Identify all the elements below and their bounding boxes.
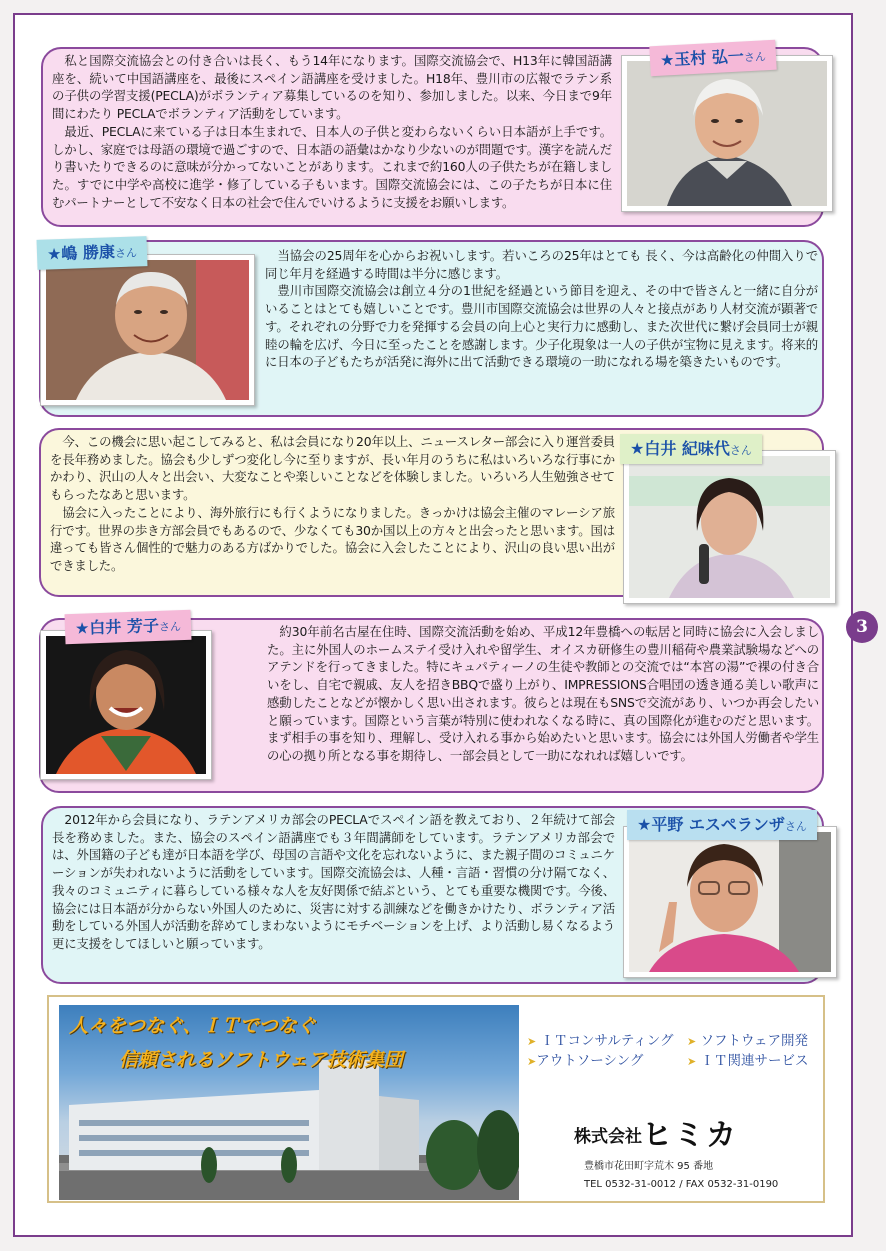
service-item: ➤ ソフトウェア開発 <box>687 1033 808 1049</box>
honorific: さん <box>158 620 182 634</box>
paragraph: 2012年から会員になり、ラテンアメリカ部会のPECLAでスペイン語を教えており、２年続けて部会長を務めました。また、協会のスペイン語講座でも３年間講師をしています。ラテンアメリカ部会では、外国籍の子ども達が日本語を学び、母国の言語や文化を忘れないように、また親子間のコミュニケーションが失われないように活動をしています。国際交流協会は、人種・言語・習慣の分け隔てなく、我々のコミュニティに暮らしている様々な人を友好関係で結ぶという、とても重要な機関です。今後、協会には日本語が分からない外国人のために、災害に対する訓練などを働きかけたり、ボランティア活動をしている外国人が活動を辞めてしまわないようにモチベーションを上げ、より活動し易くなるよう更に支援をしてほしいと願っています。 <box>52 812 615 951</box>
arrow-icon: ➤ <box>527 1055 537 1068</box>
service-item: ➤アウトソーシング <box>527 1053 644 1069</box>
paragraph: 豊川市国際交流協会は創立４分の1世紀を経過という節目を迎え、その中で皆さんと一緒に自分がいることはとても嬉しいことです。豊川市国際交流協会は世界の人々と接点があり人材交流が顕著です。それぞれの分野で力を発揮する会員の向上心と実行力に感動し、また次世代に繋げ会員同士が親睦の輪を広げ、今日に至ったことを感謝します。少子化現象は一人の子供が宝物に見えます。将来的に日本の子どもたちが活発に海外に出て活動できる環境の一助になれる場を築きたいものです。 <box>265 283 818 370</box>
service-item: ➤ ＩＴコンサルティング <box>527 1033 674 1049</box>
honorific: さん <box>114 246 138 261</box>
company-address: 豊橋市花田町字荒木 95 番地 <box>584 1161 714 1172</box>
profile-text-shima <box>265 247 818 371</box>
person-illustration <box>46 260 249 400</box>
name-tag-shirai-kimiyo <box>620 434 762 464</box>
portrait-photo-shirai-kimiyo <box>623 450 836 604</box>
person-name: ★平野 エスペランザ <box>637 815 785 834</box>
name-tag-hirano <box>627 810 817 840</box>
portrait-photo-tamamura <box>621 55 833 212</box>
paragraph: 当協会の25周年を心からお祝いします。若いころの25年はとても 長く、今は高齢化の仲間入りで同じ年月を経過する時間は半分に感じます。 <box>265 248 818 281</box>
profile-text-hirano <box>52 811 615 953</box>
profile-text-shirai-yoshiko <box>267 623 819 765</box>
slogan-line-2: 信頼されるソフトウェア技術集団 <box>119 1049 403 1071</box>
arrow-icon: ➤ <box>527 1035 537 1048</box>
company-phone: TEL 0532-31-0012 / FAX 0532-31-0190 <box>584 1179 779 1190</box>
profile-text-tamamura <box>52 52 612 211</box>
paragraph: 最近、PECLAに来ている子は日本生まれで、日本人の子供と変わらないくらい日本語が上手です。しかし、家庭では母語の環境で過ごすので、日本語の語彙はかなり少ないのが問題です。漢字を読んだり書いたりできるのに意味が分かってないことがあります。これまで約160人の子供たちが在籍しました。すでに中学や高校に進学・修了している子もいます。国際交流協会には、この子たちが日本に住むパートナーとして不安なく日本の社会で住んでいけるように支援をお願いします。 <box>52 123 612 210</box>
person-name: ★白井 紀味代 <box>630 439 730 458</box>
honorific: さん <box>743 50 767 65</box>
person-name: ★白井 芳子 <box>74 615 160 638</box>
person-illustration <box>629 456 830 598</box>
paragraph: 協会に入ったことにより、海外旅行にも行くようになりました。きっかけは協会主催のマレーシア旅行です。世界の歩き方部会員でもあるので、少なくても30か国以上の方々と出会ったと思います。国は違っても皆さん個性的で魅力のある方ばかりでした。協会に入会したことにより、沢山の良い思い出ができました。 <box>50 504 615 573</box>
paragraph: 私と国際交流協会との付き合いは長く、もう14年になります。国際交流協会で、H13年に韓国語講座を、続いて中国語講座を、最後にスペイン語講座を受けました。H18年、豊川市の広報でラテン系の子供の学習支援(PECLA)がボランティア募集しているのを知り、参加しました。以来、今日まで9年間にわたり PECLAでボランティア活動をしています。 <box>52 53 612 122</box>
page-number: 3 <box>846 611 878 643</box>
arrow-icon: ➤ <box>687 1035 697 1048</box>
company-name: 株式会社ヒミカ <box>574 1118 738 1153</box>
portrait-photo-shirai-yoshiko <box>40 630 212 780</box>
portrait-photo-hirano <box>623 826 837 978</box>
person-name: ★玉村 弘一 <box>659 46 745 70</box>
paragraph: 今、この機会に思い起こしてみると、私は会員になり20年以上、ニュースレター部会に入り運営委員を長年務めました。協会も少しずつ変化し今に至りますが、長い年月のうちに私はいろいろな行事にかかわり、沢山の人々と出会い、大変なことや楽しいことなどを体験しました。いろいろ人生勉強させてもらったなあと思います。 <box>50 434 615 503</box>
person-name: ★嶋 勝康 <box>46 242 116 264</box>
person-illustration <box>629 832 831 972</box>
profile-text-shirai-kimiyo <box>50 433 615 575</box>
person-illustration <box>46 636 206 774</box>
company-advertisement <box>47 995 825 1203</box>
paragraph: 約30年前名古屋在住時、国際交流活動を始め、平成12年豊橋への転居と同時に協会に入会しました。主に外国人のホームステイ受け入れや留学生、オイスカ研修生の豊川稲荷や農業試験場などへのアテンドを行ってきました。特にキュパティーノの生徒や教師との交流では“本宮の湯”で裸の付き合いをし、自宅で親戚、友人を招きBBQで盛り上がり、IMPRESSIONS合唱団の透き通る美しい歌声に感動したことなどが懐かしく思い出されます。彼らとは現在もSNSで交流があり、いつか再会したいと願っています。国際という言葉が特別に使われなくなる時に、真の国際化が進むのだと思います。まず相手の事を知り、理解し、受け入れる事から始めたいと思います。協会には外国人労働者や学生の心の拠り所となる事を期待し、一部会員として一助になれれば嬉しいです。 <box>267 624 819 763</box>
name-tag-shirai-yoshiko <box>65 610 192 644</box>
honorific: さん <box>784 820 807 833</box>
honorific: さん <box>729 444 752 457</box>
portrait-photo-shima <box>40 254 255 406</box>
arrow-icon: ➤ <box>687 1055 697 1068</box>
name-tag-shima <box>37 236 148 270</box>
service-item: ➤ ＩＴ関連サービス <box>687 1053 809 1069</box>
person-illustration <box>627 61 827 206</box>
company-building-photo <box>59 1005 519 1200</box>
slogan-line-1: 人々をつなぐ、ＩＴでつなぐ <box>69 1015 316 1037</box>
